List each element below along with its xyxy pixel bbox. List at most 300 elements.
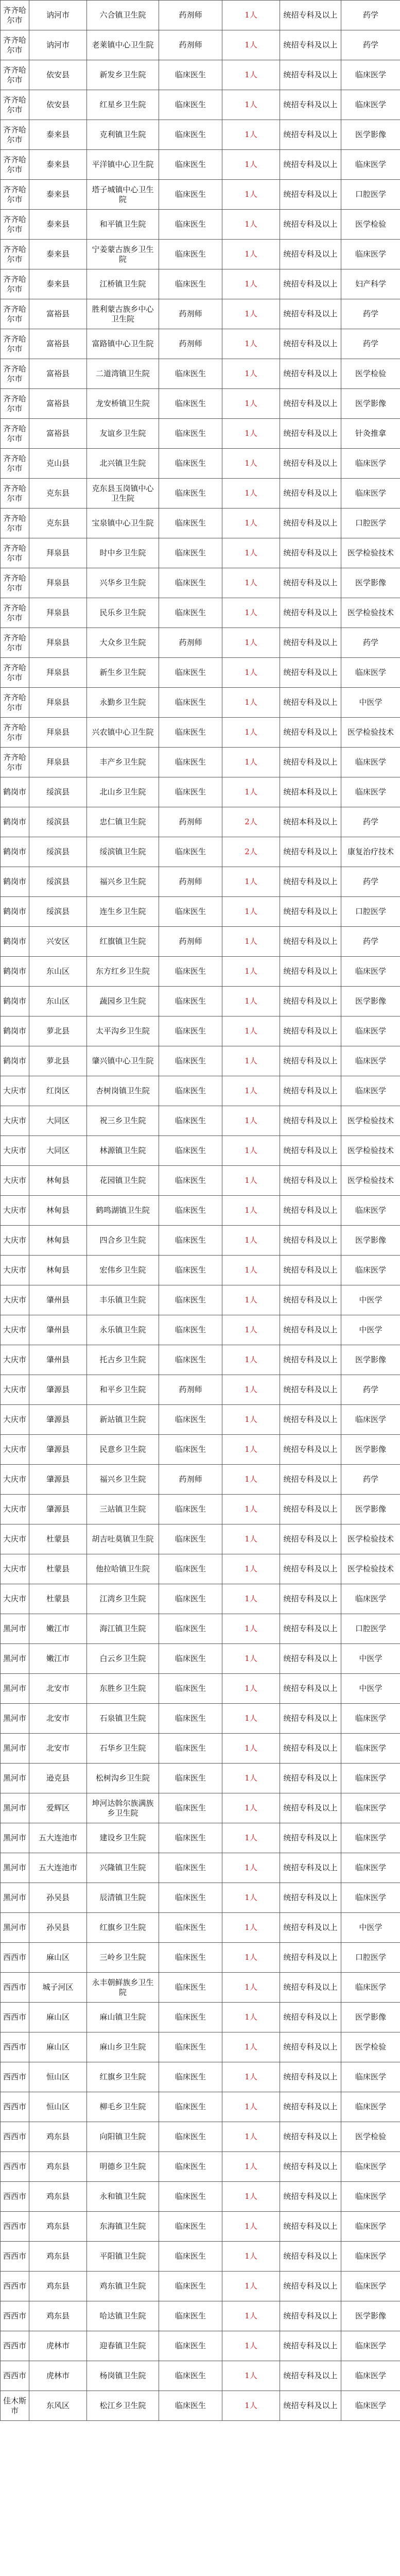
table-row xyxy=(1,1076,400,1106)
education-cell: 统招专科及以上 xyxy=(280,538,341,568)
education-cell: 统招专科及以上 xyxy=(280,1883,341,1913)
count-cell: 1人 xyxy=(222,867,280,897)
county-cell: 泰来县 xyxy=(29,180,87,210)
table-body xyxy=(1,1,400,2421)
table-row xyxy=(1,628,400,658)
table-row xyxy=(1,538,400,568)
education-cell: 统招专科及以上 xyxy=(280,479,341,509)
table-row xyxy=(1,568,400,598)
hospital-cell: 富路镇中心卫生院 xyxy=(87,329,159,359)
major-cell: 临床医学 xyxy=(341,1823,400,1853)
hospital-cell: 坤河达斡尔族满族乡卫生院 xyxy=(87,1793,159,1823)
city-cell: 齐齐哈尔市 xyxy=(1,120,29,150)
county-cell: 东山区 xyxy=(29,987,87,1016)
count-cell: 1人 xyxy=(222,748,280,777)
table-row xyxy=(1,2331,400,2361)
position-cell: 临床医生 xyxy=(159,1674,222,1704)
major-cell: 临床医学 xyxy=(341,1973,400,2003)
major-cell: 临床医学 xyxy=(341,1853,400,1883)
major-cell: 药学 xyxy=(341,30,400,60)
position-cell: 临床医生 xyxy=(159,1704,222,1734)
position-cell: 临床医生 xyxy=(159,777,222,807)
hospital-cell: 辰清镇卫生院 xyxy=(87,1883,159,1913)
table-row xyxy=(1,90,400,120)
position-cell: 临床医生 xyxy=(159,509,222,538)
county-cell: 富裕县 xyxy=(29,299,87,329)
hospital-cell: 克利镇卫生院 xyxy=(87,120,159,150)
major-cell: 临床医学 xyxy=(341,2212,400,2242)
major-cell: 药学 xyxy=(341,867,400,897)
education-cell: 统招专科及以上 xyxy=(280,120,341,150)
city-cell: 齐齐哈尔市 xyxy=(1,240,29,269)
major-cell: 药学 xyxy=(341,1375,400,1405)
hospital-cell: 麻山乡卫生院 xyxy=(87,2032,159,2062)
city-cell: 西西市 xyxy=(1,2152,29,2182)
county-cell: 泰来县 xyxy=(29,120,87,150)
position-cell: 临床医生 xyxy=(159,2152,222,2182)
education-cell: 统招专科及以上 xyxy=(280,329,341,359)
table-row xyxy=(1,1704,400,1734)
table-row xyxy=(1,688,400,718)
city-cell: 齐齐哈尔市 xyxy=(1,688,29,718)
education-cell: 统招专科及以上 xyxy=(280,1375,341,1405)
county-cell: 五大连池市 xyxy=(29,1823,87,1853)
education-cell: 统招专科及以上 xyxy=(280,1524,341,1554)
county-cell: 绥滨县 xyxy=(29,867,87,897)
hospital-cell: 平洋镇中心卫生院 xyxy=(87,150,159,180)
hospital-cell: 红旗镇卫生院 xyxy=(87,927,159,957)
major-cell: 医学检验 xyxy=(341,210,400,240)
position-cell: 临床医生 xyxy=(159,1315,222,1345)
county-cell: 富裕县 xyxy=(29,329,87,359)
table-row xyxy=(1,1435,400,1465)
table-row xyxy=(1,1405,400,1435)
city-cell: 大庆市 xyxy=(1,1256,29,1285)
hospital-cell: 大众乡卫生院 xyxy=(87,628,159,658)
major-cell: 临床医学 xyxy=(341,748,400,777)
position-cell: 临床医生 xyxy=(159,1853,222,1883)
count-cell: 1人 xyxy=(222,240,280,269)
education-cell: 统招专科及以上 xyxy=(280,1,341,30)
education-cell: 统招专科及以上 xyxy=(280,1345,341,1375)
count-cell: 1人 xyxy=(222,598,280,628)
table-row xyxy=(1,120,400,150)
count-cell: 1人 xyxy=(222,1285,280,1315)
count-cell: 1人 xyxy=(222,1913,280,1943)
major-cell: 医学检验 xyxy=(341,359,400,389)
table-row xyxy=(1,1046,400,1076)
position-cell: 临床医生 xyxy=(159,240,222,269)
county-cell: 北安市 xyxy=(29,1674,87,1704)
major-cell: 临床医学 xyxy=(341,2182,400,2212)
hospital-cell: 他拉哈镇卫生院 xyxy=(87,1554,159,1584)
count-cell: 1人 xyxy=(222,120,280,150)
count-cell: 1人 xyxy=(222,1136,280,1166)
table-row xyxy=(1,210,400,240)
county-cell: 孙吴县 xyxy=(29,1883,87,1913)
position-cell: 临床医生 xyxy=(159,2272,222,2301)
education-cell: 统招专科及以上 xyxy=(280,240,341,269)
position-cell: 药剂师 xyxy=(159,807,222,837)
hospital-cell: 兴华乡卫生院 xyxy=(87,568,159,598)
table-row xyxy=(1,1196,400,1226)
hospital-cell: 北兴镇卫生院 xyxy=(87,449,159,479)
hospital-cell: 三岭乡卫生院 xyxy=(87,1943,159,1973)
hospital-cell: 老莱镇中心卫生院 xyxy=(87,30,159,60)
table-row xyxy=(1,1524,400,1554)
county-cell: 东山区 xyxy=(29,957,87,987)
major-cell: 医学影像 xyxy=(341,2301,400,2331)
table-row xyxy=(1,718,400,748)
major-cell: 口腔医学 xyxy=(341,1614,400,1644)
major-cell: 临床医学 xyxy=(341,1584,400,1614)
education-cell: 统招专科及以上 xyxy=(280,2032,341,2062)
hospital-cell: 龙安桥镇卫生院 xyxy=(87,389,159,419)
county-cell: 肇州县 xyxy=(29,1285,87,1315)
major-cell: 中医学 xyxy=(341,688,400,718)
hospital-cell: 蔬园乡卫生院 xyxy=(87,987,159,1016)
education-cell: 统招专科及以上 xyxy=(280,1016,341,1046)
position-cell: 临床医生 xyxy=(159,2062,222,2092)
major-cell: 临床医学 xyxy=(341,1196,400,1226)
county-cell: 林甸县 xyxy=(29,1166,87,1196)
city-cell: 鹤岗市 xyxy=(1,1016,29,1046)
city-cell: 西西市 xyxy=(1,1973,29,2003)
county-cell: 克山县 xyxy=(29,449,87,479)
hospital-cell: 三站镇卫生院 xyxy=(87,1495,159,1524)
education-cell: 统招专科及以上 xyxy=(280,1046,341,1076)
hospital-cell: 哈达镇卫生院 xyxy=(87,2301,159,2331)
table-row xyxy=(1,1674,400,1704)
city-cell: 齐齐哈尔市 xyxy=(1,359,29,389)
table-row xyxy=(1,1883,400,1913)
count-cell: 1人 xyxy=(222,987,280,1016)
county-cell: 林甸县 xyxy=(29,1226,87,1256)
count-cell: 1人 xyxy=(222,30,280,60)
hospital-cell: 红旗乡卫生院 xyxy=(87,2062,159,2092)
county-cell: 杜蒙县 xyxy=(29,1584,87,1614)
major-cell: 医学检验技术 xyxy=(341,598,400,628)
city-cell: 齐齐哈尔市 xyxy=(1,60,29,90)
major-cell: 中医学 xyxy=(341,1285,400,1315)
education-cell: 统招专科及以上 xyxy=(280,598,341,628)
education-cell: 统招专科及以上 xyxy=(280,2122,341,2152)
count-cell: 1人 xyxy=(222,1375,280,1405)
hospital-cell: 北山乡卫生院 xyxy=(87,777,159,807)
table-row xyxy=(1,1465,400,1495)
hospital-cell: 江湾乡卫生院 xyxy=(87,1584,159,1614)
count-cell: 1人 xyxy=(222,509,280,538)
city-cell: 黑河市 xyxy=(1,1823,29,1853)
county-cell: 绥滨县 xyxy=(29,807,87,837)
county-cell: 克东县 xyxy=(29,509,87,538)
count-cell: 1人 xyxy=(222,1704,280,1734)
education-cell: 统招专科及以上 xyxy=(280,2361,341,2391)
major-cell: 口腔医学 xyxy=(341,180,400,210)
table-row xyxy=(1,2092,400,2122)
county-cell: 泰来县 xyxy=(29,150,87,180)
city-cell: 西西市 xyxy=(1,2361,29,2391)
county-cell: 依安县 xyxy=(29,60,87,90)
position-cell: 临床医生 xyxy=(159,150,222,180)
hospital-cell: 迎春镇卫生院 xyxy=(87,2331,159,2361)
city-cell: 鹤岗市 xyxy=(1,957,29,987)
major-cell: 临床医学 xyxy=(341,1076,400,1106)
hospital-cell: 平阳镇卫生院 xyxy=(87,2242,159,2272)
hospital-cell: 海江镇卫生院 xyxy=(87,1614,159,1644)
position-cell: 临床医生 xyxy=(159,1943,222,1973)
education-cell: 统招专科及以上 xyxy=(280,1315,341,1345)
count-cell: 1人 xyxy=(222,1016,280,1046)
count-cell: 1人 xyxy=(222,1046,280,1076)
count-cell: 1人 xyxy=(222,1764,280,1793)
count-cell: 1人 xyxy=(222,1405,280,1435)
county-cell: 城子河区 xyxy=(29,1973,87,2003)
city-cell: 西西市 xyxy=(1,2272,29,2301)
position-cell: 临床医生 xyxy=(159,1166,222,1196)
hospital-cell: 麻山镇卫生院 xyxy=(87,2003,159,2032)
count-cell: 1人 xyxy=(222,2092,280,2122)
table-row xyxy=(1,2272,400,2301)
table-row xyxy=(1,1913,400,1943)
city-cell: 齐齐哈尔市 xyxy=(1,748,29,777)
position-cell: 临床医生 xyxy=(159,1614,222,1644)
county-cell: 大同区 xyxy=(29,1106,87,1136)
count-cell: 1人 xyxy=(222,1076,280,1106)
county-cell: 拜泉县 xyxy=(29,598,87,628)
table-row xyxy=(1,419,400,449)
count-cell: 1人 xyxy=(222,1166,280,1196)
position-cell: 临床医生 xyxy=(159,389,222,419)
county-cell: 泰来县 xyxy=(29,240,87,269)
hospital-cell: 和平乡卫生院 xyxy=(87,1375,159,1405)
major-cell: 临床医学 xyxy=(341,1793,400,1823)
table-row xyxy=(1,2391,400,2421)
county-cell: 肇源县 xyxy=(29,1495,87,1524)
education-cell: 统招专科及以上 xyxy=(280,1226,341,1256)
hospital-cell: 松江乡卫生院 xyxy=(87,2391,159,2421)
table-row xyxy=(1,1136,400,1166)
count-cell: 1人 xyxy=(222,210,280,240)
county-cell: 绥滨县 xyxy=(29,777,87,807)
position-cell: 药剂师 xyxy=(159,1,222,30)
education-cell: 统招专科及以上 xyxy=(280,1644,341,1674)
count-cell: 1人 xyxy=(222,1883,280,1913)
table-row xyxy=(1,60,400,90)
city-cell: 鹤岗市 xyxy=(1,927,29,957)
city-cell: 西西市 xyxy=(1,2122,29,2152)
major-cell: 药学 xyxy=(341,299,400,329)
count-cell: 1人 xyxy=(222,1644,280,1674)
major-cell: 医学影像 xyxy=(341,1345,400,1375)
major-cell: 口腔医学 xyxy=(341,509,400,538)
count-cell: 1人 xyxy=(222,628,280,658)
major-cell: 临床医学 xyxy=(341,957,400,987)
hospital-cell: 忠仁镇卫生院 xyxy=(87,807,159,837)
county-cell: 大同区 xyxy=(29,1136,87,1166)
major-cell: 临床医学 xyxy=(341,2062,400,2092)
county-cell: 肇源县 xyxy=(29,1375,87,1405)
city-cell: 大庆市 xyxy=(1,1076,29,1106)
table-row xyxy=(1,269,400,299)
table-row xyxy=(1,837,400,867)
city-cell: 大庆市 xyxy=(1,1196,29,1226)
count-cell: 1人 xyxy=(222,329,280,359)
position-cell: 临床医生 xyxy=(159,1913,222,1943)
major-cell: 医学检验技术 xyxy=(341,1554,400,1584)
major-cell: 临床医学 xyxy=(341,1734,400,1764)
table-row xyxy=(1,389,400,419)
hospital-cell: 连生乡卫生院 xyxy=(87,897,159,927)
hospital-cell: 永丰朝鲜族乡卫生院 xyxy=(87,1973,159,2003)
city-cell: 大庆市 xyxy=(1,1554,29,1584)
education-cell: 统招专科及以上 xyxy=(280,1793,341,1823)
hospital-cell: 肇兴镇中心卫生院 xyxy=(87,1046,159,1076)
county-cell: 鸡东县 xyxy=(29,2212,87,2242)
table-row xyxy=(1,2062,400,2092)
city-cell: 西西市 xyxy=(1,2032,29,2062)
major-cell: 临床医学 xyxy=(341,240,400,269)
table-row xyxy=(1,927,400,957)
hospital-cell: 江桥镇卫生院 xyxy=(87,269,159,299)
count-cell: 1人 xyxy=(222,2361,280,2391)
position-cell: 药剂师 xyxy=(159,299,222,329)
major-cell: 临床医学 xyxy=(341,1883,400,1913)
table-row xyxy=(1,987,400,1016)
city-cell: 鹤岗市 xyxy=(1,897,29,927)
table-row xyxy=(1,2242,400,2272)
table-row xyxy=(1,180,400,210)
county-cell: 杜蒙县 xyxy=(29,1524,87,1554)
city-cell: 大庆市 xyxy=(1,1226,29,1256)
count-cell: 1人 xyxy=(222,1226,280,1256)
education-cell: 统招专科及以上 xyxy=(280,1465,341,1495)
hospital-cell: 新生乡卫生院 xyxy=(87,658,159,688)
hospital-cell: 宏伟乡卫生院 xyxy=(87,1256,159,1285)
table-row xyxy=(1,1644,400,1674)
major-cell: 医学检验技术 xyxy=(341,1166,400,1196)
count-cell: 1人 xyxy=(222,1435,280,1465)
major-cell: 临床医学 xyxy=(341,2331,400,2361)
count-cell: 1人 xyxy=(222,688,280,718)
count-cell: 1人 xyxy=(222,927,280,957)
count-cell: 1人 xyxy=(222,1853,280,1883)
education-cell: 统招专科及以上 xyxy=(280,1554,341,1584)
county-cell: 麻山区 xyxy=(29,1943,87,1973)
hospital-cell: 新站镇卫生院 xyxy=(87,1405,159,1435)
city-cell: 黑河市 xyxy=(1,1674,29,1704)
county-cell: 拜泉县 xyxy=(29,688,87,718)
city-cell: 大庆市 xyxy=(1,1495,29,1524)
county-cell: 孙吴县 xyxy=(29,1913,87,1943)
count-cell: 1人 xyxy=(222,180,280,210)
hospital-cell: 二道湾镇卫生院 xyxy=(87,359,159,389)
city-cell: 齐齐哈尔市 xyxy=(1,210,29,240)
position-cell: 临床医生 xyxy=(159,658,222,688)
major-cell: 医学检验 xyxy=(341,2032,400,2062)
major-cell: 药学 xyxy=(341,807,400,837)
education-cell: 统招专科及以上 xyxy=(280,1435,341,1465)
county-cell: 泰来县 xyxy=(29,269,87,299)
count-cell: 1人 xyxy=(222,2062,280,2092)
county-cell: 嫩江市 xyxy=(29,1614,87,1644)
hospital-cell: 杨岗镇卫生院 xyxy=(87,2361,159,2391)
county-cell: 兴安区 xyxy=(29,927,87,957)
count-cell: 1人 xyxy=(222,1554,280,1584)
education-cell: 统招专科及以上 xyxy=(280,1584,341,1614)
hospital-cell: 托古乡卫生院 xyxy=(87,1345,159,1375)
count-cell: 1人 xyxy=(222,1734,280,1764)
county-cell: 讷河市 xyxy=(29,30,87,60)
county-cell: 肇源县 xyxy=(29,1405,87,1435)
city-cell: 大庆市 xyxy=(1,1166,29,1196)
major-cell: 药学 xyxy=(341,329,400,359)
major-cell: 医学影像 xyxy=(341,389,400,419)
count-cell: 1人 xyxy=(222,2272,280,2301)
position-cell: 临床医生 xyxy=(159,2122,222,2152)
education-cell: 统招专科及以上 xyxy=(280,419,341,449)
city-cell: 齐齐哈尔市 xyxy=(1,389,29,419)
county-cell: 萝北县 xyxy=(29,1046,87,1076)
table-row xyxy=(1,1345,400,1375)
city-cell: 黑河市 xyxy=(1,1793,29,1823)
table-row xyxy=(1,1315,400,1345)
education-cell: 统招专科及以上 xyxy=(280,1943,341,1973)
count-cell: 1人 xyxy=(222,658,280,688)
education-cell: 统招专科及以上 xyxy=(280,568,341,598)
education-cell: 统招专科及以上 xyxy=(280,2301,341,2331)
hospital-cell: 花园镇卫生院 xyxy=(87,1166,159,1196)
major-cell: 临床医学 xyxy=(341,1016,400,1046)
table-row xyxy=(1,509,400,538)
hospital-cell: 林源镇卫生院 xyxy=(87,1136,159,1166)
city-cell: 黑河市 xyxy=(1,1853,29,1883)
major-cell: 药学 xyxy=(341,927,400,957)
hospital-cell: 时中乡卫生院 xyxy=(87,538,159,568)
education-cell: 统招专科及以上 xyxy=(280,180,341,210)
city-cell: 黑河市 xyxy=(1,1764,29,1793)
city-cell: 齐齐哈尔市 xyxy=(1,269,29,299)
city-cell: 西西市 xyxy=(1,2182,29,2212)
county-cell: 依安县 xyxy=(29,90,87,120)
position-cell: 临床医生 xyxy=(159,1734,222,1764)
position-cell: 临床医生 xyxy=(159,269,222,299)
county-cell: 泰来县 xyxy=(29,210,87,240)
major-cell: 临床医学 xyxy=(341,658,400,688)
table-row xyxy=(1,1973,400,2003)
major-cell: 医学影像 xyxy=(341,2003,400,2032)
education-cell: 统招专科及以上 xyxy=(280,90,341,120)
hospital-cell: 塔子城镇中心卫生院 xyxy=(87,180,159,210)
city-cell: 大庆市 xyxy=(1,1584,29,1614)
table-row xyxy=(1,1734,400,1764)
count-cell: 1人 xyxy=(222,269,280,299)
city-cell: 齐齐哈尔市 xyxy=(1,718,29,748)
count-cell: 1人 xyxy=(222,2003,280,2032)
hospital-cell: 东胜乡卫生院 xyxy=(87,1674,159,1704)
count-cell: 1人 xyxy=(222,1793,280,1823)
hospital-cell: 兴隆镇卫生院 xyxy=(87,1853,159,1883)
hospital-cell: 福兴乡卫生院 xyxy=(87,867,159,897)
major-cell: 医学检验技术 xyxy=(341,538,400,568)
major-cell: 医学影像 xyxy=(341,120,400,150)
city-cell: 大庆市 xyxy=(1,1315,29,1345)
city-cell: 齐齐哈尔市 xyxy=(1,90,29,120)
major-cell: 中医学 xyxy=(341,1644,400,1674)
education-cell: 统招专科及以上 xyxy=(280,1614,341,1644)
county-cell: 嫩江市 xyxy=(29,1644,87,1674)
position-cell: 临床医生 xyxy=(159,1764,222,1793)
